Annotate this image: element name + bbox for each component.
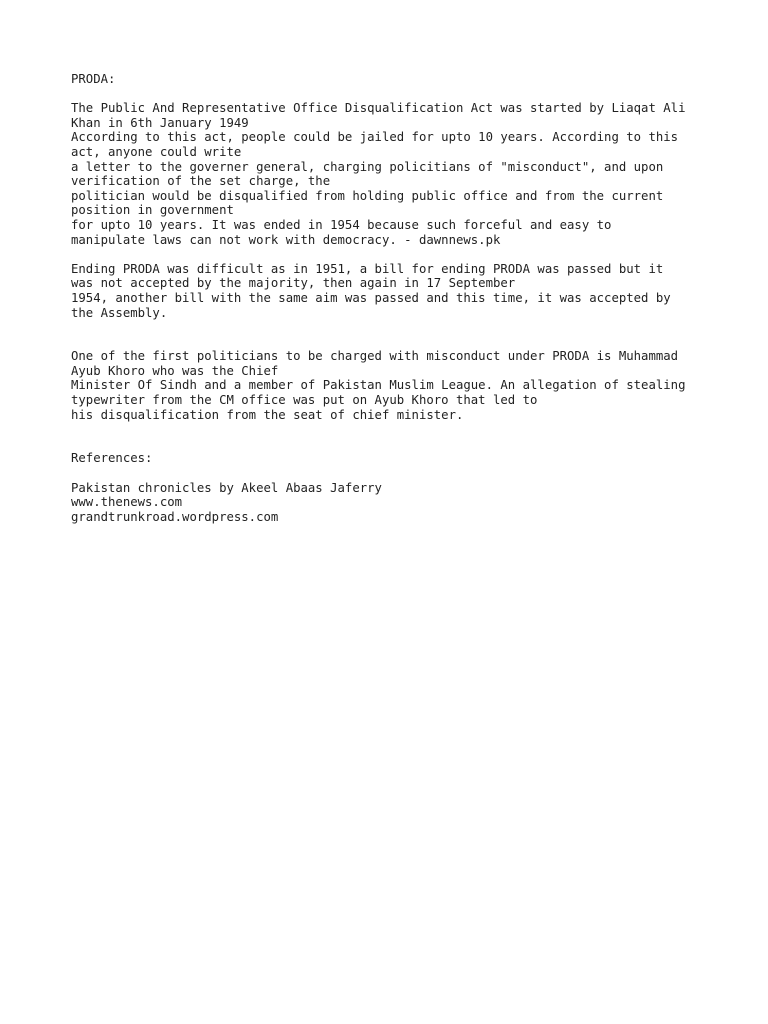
text-line: Ending PRODA was difficult as in 1951, a bill for ending PRODA was passed but it — [71, 261, 664, 276]
spacer — [71, 320, 711, 349]
text-line: the Assembly. — [71, 305, 168, 320]
spacer — [71, 466, 711, 481]
text-line: typewriter from the CM office was put on Ayub Khoro that led to — [71, 393, 538, 408]
text-line: position in government — [71, 203, 234, 218]
spacer — [71, 87, 711, 102]
text-line: a letter to the governer general, charging policitians of "misconduct", and upon — [71, 159, 664, 174]
text-line: Khan in 6th January 1949 — [71, 115, 249, 130]
reference-item: www.thenews.com — [71, 495, 183, 510]
text-line: verification of the set charge, the — [71, 174, 331, 189]
text-line: 1954, another bill with the same aim was passed and this time, it was accepted by — [71, 290, 671, 305]
text-line: for upto 10 years. It was ended in 1954 because such forceful and easy to — [71, 217, 612, 232]
text-line: politician would be disqualified from holding public office and from the current — [71, 188, 664, 203]
text-line: his disqualification from the seat of chief minister. — [71, 407, 464, 422]
text-line: The Public And Representative Office Disqualification Act was started by Liaqat Ali — [71, 101, 686, 116]
reference-item: grandtrunkroad.wordpress.com — [71, 509, 279, 524]
references-heading: References: — [71, 451, 153, 466]
document-page — [71, 72, 711, 524]
paragraph-ending-proda — [71, 262, 711, 320]
spacer — [71, 247, 711, 262]
text-line: act, anyone could write — [71, 144, 242, 159]
reference-item: Pakistan chronicles by Akeel Abaas Jaferry — [71, 480, 382, 495]
document-heading: PRODA: — [71, 72, 116, 86]
paragraph-act-description — [71, 101, 711, 247]
text-line: One of the first politicians to be charged with misconduct under PRODA is Muhammad — [71, 349, 679, 364]
text-line: was not accepted by the majority, then again in 17 September — [71, 276, 516, 291]
spacer — [71, 422, 711, 451]
text-line: manipulate laws can not work with democracy. - dawnnews.pk — [71, 232, 501, 247]
text-line: According to this act, people could be jailed for upto 10 years. According to this — [71, 130, 679, 145]
paragraph-ayub-khoro — [71, 349, 711, 422]
text-line: Minister Of Sindh and a member of Pakistan Muslim League. An allegation of stealing — [71, 378, 686, 393]
references-list — [71, 481, 711, 525]
text-line: Ayub Khoro who was the Chief — [71, 363, 279, 378]
